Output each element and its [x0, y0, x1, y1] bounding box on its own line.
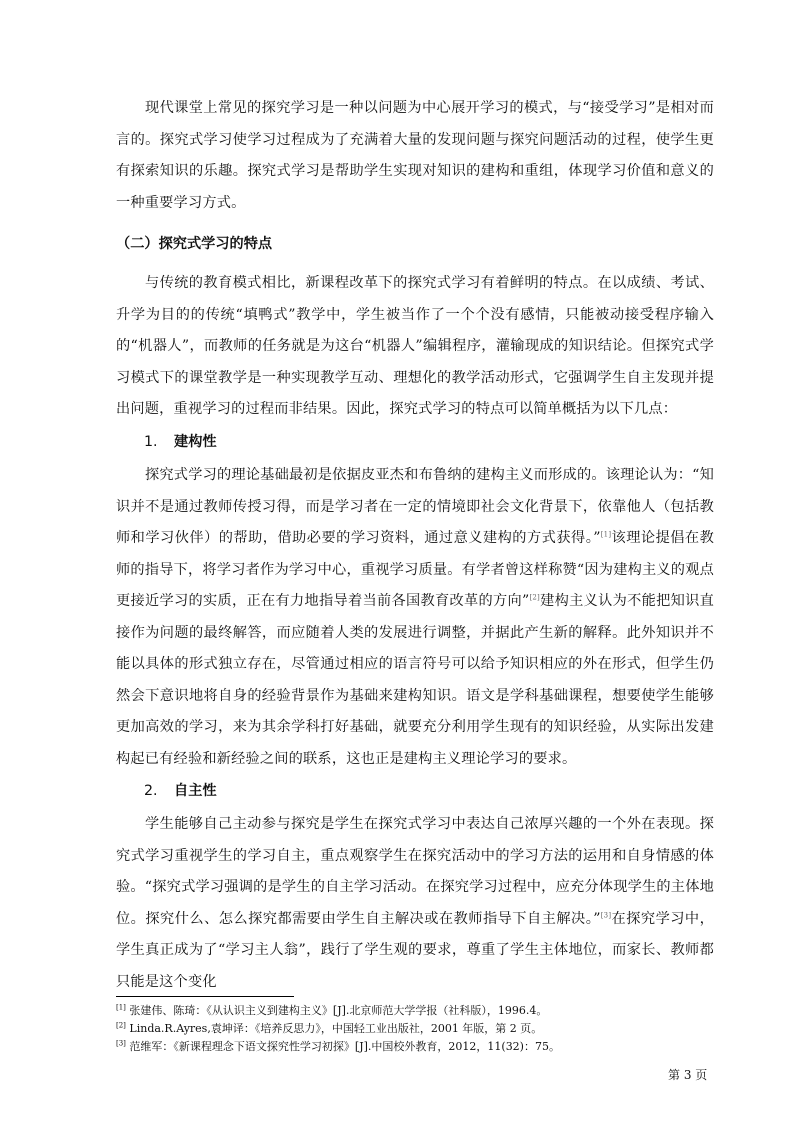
footnote-text: 范维军：《新课程理念下语文探究性学习初探》[J].中国校外教育，2012，11(32)：75。: [125, 1040, 560, 1053]
subheading-number: 1.: [144, 434, 158, 450]
section-heading: （二）探究式学习的特点: [116, 236, 273, 252]
subheading-constructive: [144, 431, 217, 451]
footnote-divider: [116, 996, 294, 997]
footnote-1: [116, 1002, 716, 1020]
subheading-title: 建构性: [174, 434, 217, 450]
paragraph-text: 学生能够自己主动参与探究是学生在探究式学习中表达自己浓厚兴趣的一个外在表现。探究式学习重视学生的学习自主，重点观察学生在探究活动中的学习方法的运用和自身情感的体验。“探究式学习强调的是学生的自主学习活动。在探究学习过程中，应充分体现学生的主体地位。探究什么、怎么探究都需要由学生自主解决或在教师指导下自主解决。”: [116, 816, 714, 927]
footnote-ref-2[interactable]: [2]: [529, 593, 540, 602]
paragraph-characteristics: 与传统的教育模式相比，新课程改革下的探究式学习有着鲜明的特点。在以成绩、考试、升学为目的的传统“填鸭式”教学中，学生被当作了一个个没有感情，只能被动接受程序输入的“机器人”，而教师的任务就是为这台“机器人”编辑程序，灌输现成的知识结论。但探究式学习模式下的课堂教学是一种实现教学互动、理想化的教学活动形式，它强调学生自主发现并提出问题，重视学习的过程而非结果。因此，探究式学习的特点可以简单概括为以下几点：: [116, 275, 714, 417]
subheading-title: 自主性: [174, 783, 217, 799]
footnote-3: [116, 1038, 716, 1056]
footnote-ref-3[interactable]: [3]: [600, 910, 612, 919]
footnote-mark: [2]: [116, 1021, 126, 1030]
page-number: 第 3 页: [668, 1068, 708, 1082]
footnote-text: 张建伟、陈琦：《从认识主义到建构主义》[J].北京师范大学学报（社科版），1996.4。: [125, 1004, 548, 1017]
footnote-mark: [1]: [116, 1003, 126, 1012]
paragraph-text: 该理论提倡在教师的指导下，将学习者作为学习中心，重视学习质量。有学者曾这样称赞“因为建构主义的观点更接近学习的实质，正在有力地指导着当前各国教育改革的方向”: [116, 530, 714, 609]
paragraph-text: 在探究学习中，学生真正成为了“学习主人翁”，践行了学生观的要求，尊重了学生主体地位，而家长、教师都只能是这个变化: [116, 910, 714, 990]
footnote-text: Linda.R.Ayres,袁坤译：《培养反思力》，中国轻工业出版社，2001 年版，第 2 页。: [125, 1022, 543, 1035]
footnote-mark: [3]: [116, 1039, 126, 1048]
paragraph-inquiry-intro: 现代课堂上常见的探究学习是一种以问题为中心展开学习的模式，与“接受学习”是相对而言的。探究式学习使学习过程成为了充满着大量的发现问题与探究问题活动的过程，使学生更有探索知识的乐趣。探究式学习是帮助学生实现对知识的建构和重组，体现学习价值和意义的一种重要学习方式。: [116, 100, 714, 211]
footnote-ref-1[interactable]: [1]: [600, 530, 612, 539]
paragraph-text: 建构主义认为不能把知识直接作为问题的最终解答，而应随着人类的发展进行调整，并据此产生新的解释。此外知识并不能以具体的形式独立存在，尽管通过相应的语言符号可以给予知识相应的外在形式，但学生仍然会下意识地将自身的经验背景作为基础来建构知识。语文是学科基础课程，想要使学生能够更加高效的学习，来为其余学科打好基础，就要充分利用学生现有的知识经验，从实际出发建构起已有经验和新经验之间的联系，这也正是建构主义理论学习的要求。: [116, 593, 714, 767]
paragraph-autonomy: [116, 809, 714, 998]
paragraph-text: 探究式学习的理论基础最初是依据皮亚杰和布鲁纳的建构主义而形成的。该理论认为：“知识并不是通过教师传授习得，而是学习者在一定的情境即社会文化背景下，依靠他人（包括教师和学习伙伴）的帮助，借助必要的学习资料，通过意义建构的方式获得。”: [116, 467, 714, 546]
subheading-number: 2.: [144, 783, 158, 799]
paragraph-constructive: [116, 460, 714, 775]
footnote-2: [116, 1020, 716, 1038]
subheading-autonomy: [144, 780, 217, 800]
